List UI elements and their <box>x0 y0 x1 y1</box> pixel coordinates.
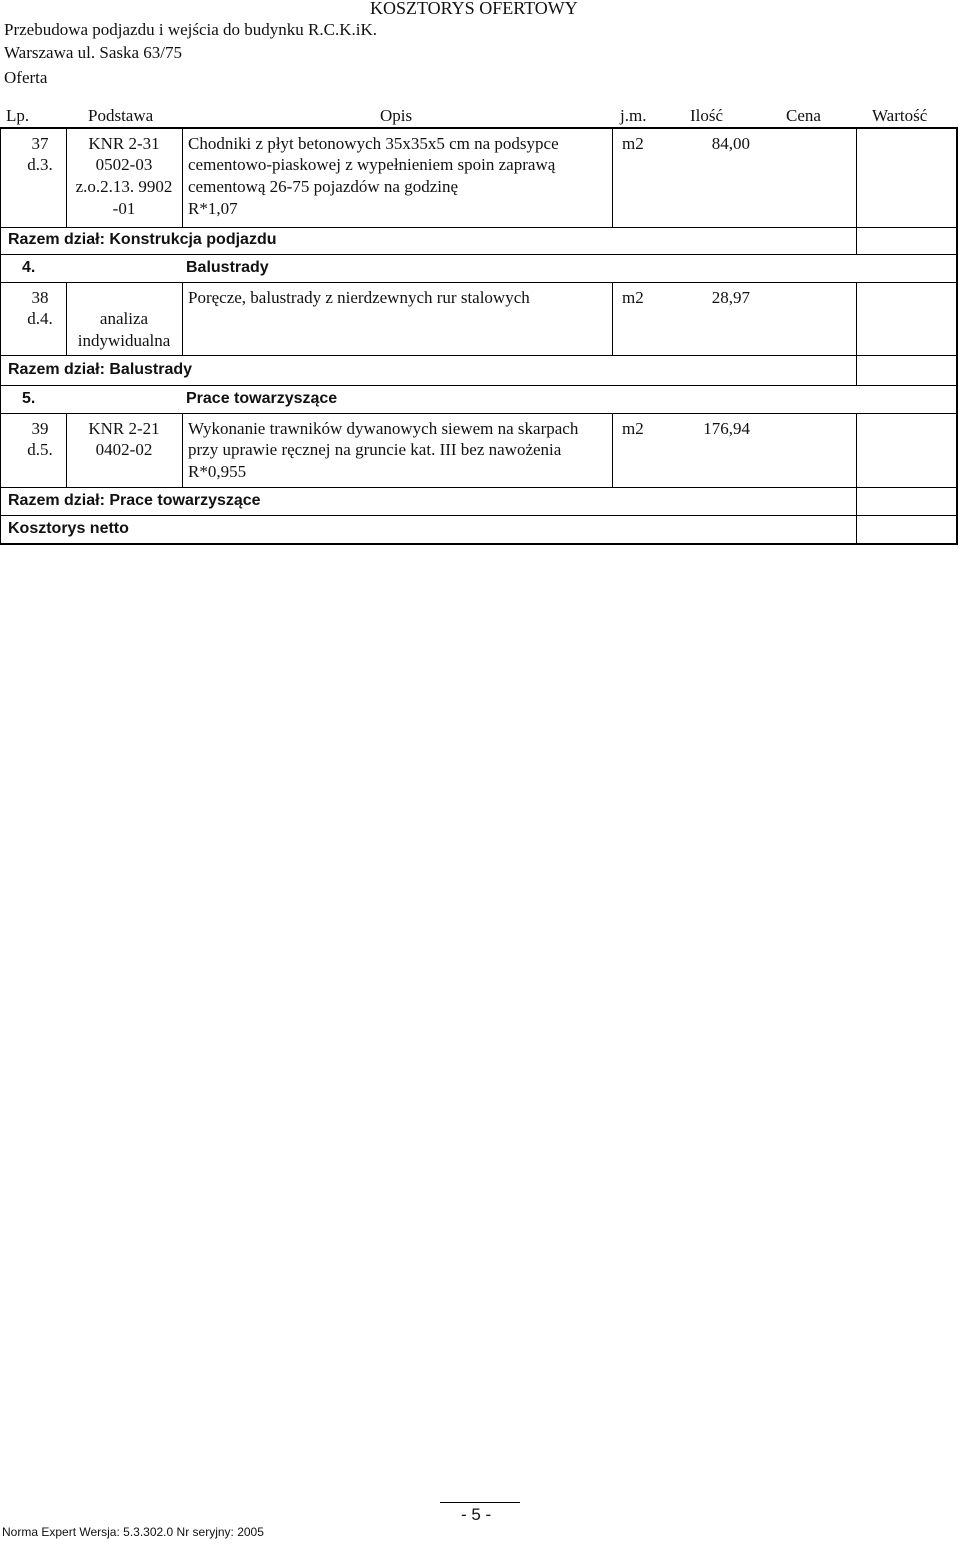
document-title: KOSZTORYS OFERTOWY <box>370 0 578 18</box>
row-opis-line: Wykonanie trawników dywanowych siewem na skarpach <box>188 419 579 438</box>
row-opis-line: przy uprawie ręcznej na gruncie kat. III bez nawożenia <box>188 440 562 459</box>
row-lp-section: d.5. <box>27 440 53 459</box>
project-name: Przebudowa podjazdu i wejścia do budynku R.C.K.iK. <box>4 20 377 39</box>
column-header-cena: Cena <box>786 106 821 125</box>
row-podstawa-line: -01 <box>112 199 136 218</box>
section-total-label: Razem dział: Prace towarzyszące <box>8 492 261 509</box>
row-opis-line: R*0,955 <box>188 462 247 481</box>
column-header-podstawa: Podstawa <box>88 106 154 125</box>
net-total-label: Kosztorys netto <box>8 520 129 537</box>
row-lp-number: 37 <box>31 134 49 153</box>
row-podstawa-line: analiza <box>99 309 149 328</box>
row-podstawa-line: KNR 2-21 <box>88 419 160 438</box>
row-lp-number: 38 <box>31 288 49 307</box>
row-opis-line: R*1,07 <box>188 199 238 218</box>
column-header-jm: j.m. <box>620 106 647 125</box>
row-jm: m2 <box>622 419 644 438</box>
row-podstawa-line: 0402-02 <box>95 440 153 459</box>
column-header-opis: Opis <box>380 106 413 125</box>
row-jm: m2 <box>622 134 644 153</box>
section-title: Prace towarzyszące <box>186 390 338 407</box>
column-header-ilosc: Ilość <box>690 106 724 125</box>
row-lp-section: d.4. <box>27 309 53 328</box>
project-address: Warszawa ul. Saska 63/75 <box>4 43 183 62</box>
document-type: Oferta <box>4 68 48 87</box>
row-lp-number: 39 <box>31 419 49 438</box>
section-number: 4. <box>22 259 36 276</box>
column-header-wartosc: Wartość <box>872 106 928 125</box>
section-number: 5. <box>22 390 36 407</box>
row-ilosc: 28,97 <box>711 288 750 307</box>
row-podstawa-line: KNR 2-31 <box>88 134 160 153</box>
section-title: Balustrady <box>186 259 269 276</box>
row-ilosc: 176,94 <box>703 419 750 438</box>
row-lp-section: d.3. <box>27 155 53 174</box>
row-podstawa-line: 0502-03 <box>95 155 153 174</box>
row-jm: m2 <box>622 288 644 307</box>
column-header-lp: Lp. <box>6 106 30 125</box>
row-podstawa-line: z.o.2.13. 9902 <box>75 177 173 196</box>
section-total-label: Razem dział: Balustrady <box>8 361 193 378</box>
row-podstawa-line: indywidualna <box>77 331 171 350</box>
row-ilosc: 84,00 <box>711 134 750 153</box>
row-opis-line: cementową 26-75 pojazdów na godzinę <box>188 177 459 196</box>
section-total-label: Razem dział: Konstrukcja podjazdu <box>8 231 277 248</box>
row-opis-line: Poręcze, balustrady z nierdzewnych rur stalowych <box>188 288 530 307</box>
row-opis-line: cementowo-piaskowej z wypełnieniem spoin zaprawą <box>188 155 556 174</box>
row-opis-line: Chodniki z płyt betonowych 35x35x5 cm na podsypce <box>188 134 559 153</box>
footer-divider <box>440 1502 520 1503</box>
software-info: Norma Expert Wersja: 5.3.302.0 Nr seryjny: 2005 <box>2 1525 264 1539</box>
page-number: - 5 - <box>461 1505 492 1524</box>
